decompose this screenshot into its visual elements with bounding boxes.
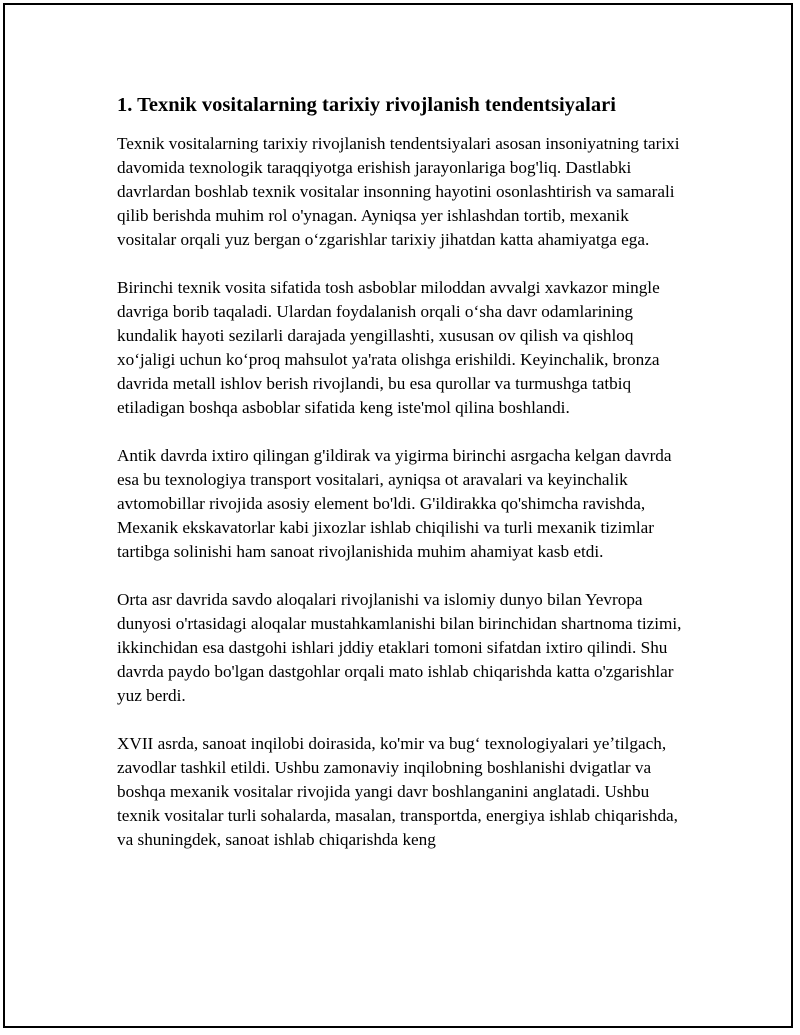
paragraph-3: Antik davrda ixtiro qilingan g'ildirak va yigirma birinchi asrgacha kelgan davrda esa bu texnologiya transport vositalari, ayniqsa ot aravalari va keyinchalik avtomobillar rivojida asosiy element bo'ldi. G'ildirakka qo'shimcha ravishda, Mexanik ekskavatorlar kabi jixozlar ishlab chiqilishi va turli mexanik tizimlar tartibga solinishi ham sanoat rivojlanishida muhim ahamiyat kasb etdi. bbox=[117, 446, 672, 561]
paragraph-5: XVII asrda, sanoat inqilobi doirasida, ko'mir va bugʻ texnologiyalari yeʼtilgach, zavodlar tashkil etildi. Ushbu zamonaviy inqilobning boshlanishi dvigatlar va boshqa mexanik vositalar rivojida yangi davr boshlanganini anglatadi. Ushbu texnik vositalar turli sohalarda, masalan, transportda, energiya ishlab chiqarishda, va shuningdek, sanoat ishlab chiqarishda keng bbox=[117, 734, 678, 849]
paragraph-1: Texnik vositalarning tarixiy rivojlanish tendentsiyalari asosan insoniyatning tarixi davomida texnologik taraqqiyotga erishish jarayonlariga bog'liq. Dastlabki davrlardan boshlab texnik vositalar insonning hayotini osonlashtirish va samarali qilib berishda muhim rol o'ynagan. Ayniqsa yer ishlashdan tortib, mexanik vositalar orqali yuz bergan oʻzgarishlar tarixiy jihatdan katta ahamiyatga ega. bbox=[117, 134, 680, 249]
document-body bbox=[117, 92, 692, 852]
paragraph-2: Birinchi texnik vosita sifatida tosh asboblar miloddan avvalgi xavkazor mingle davriga borib taqaladi. Ulardan foydalanish orqali oʻsha davr odamlarining kundalik hayoti sezilarli darajada yengillashti, xususan ov qilish va qishloq xoʻjaligi uchun koʻproq mahsulot ya'rata olishga erishildi. Keyinchalik, bronza davrida metall ishlov berish rivojlandi, bu esa qurollar va turmushga tatbiq etiladigan boshqa asboblar sifatida keng iste'mol qilina boshlandi. bbox=[117, 278, 660, 417]
paragraph-4: Orta asr davrida savdo aloqalari rivojlanishi va islomiy dunyo bilan Yevropa dunyosi o'rtasidagi aloqalar mustahkamlanishi bilan birinchidan shartnoma tizimi, ikkinchidan esa dastgohi ishlari jddiy etaklari tomoni sifatdan ixtiro qilindi. Shu davrda paydo bo'lgan dastgohlar orqali mato ishlab chiqarishda katta o'zgarishlar yuz berdi. bbox=[117, 590, 682, 705]
section-heading: 1. Texnik vositalarning tarixiy rivojlanish tendentsiyalari bbox=[117, 94, 616, 116]
